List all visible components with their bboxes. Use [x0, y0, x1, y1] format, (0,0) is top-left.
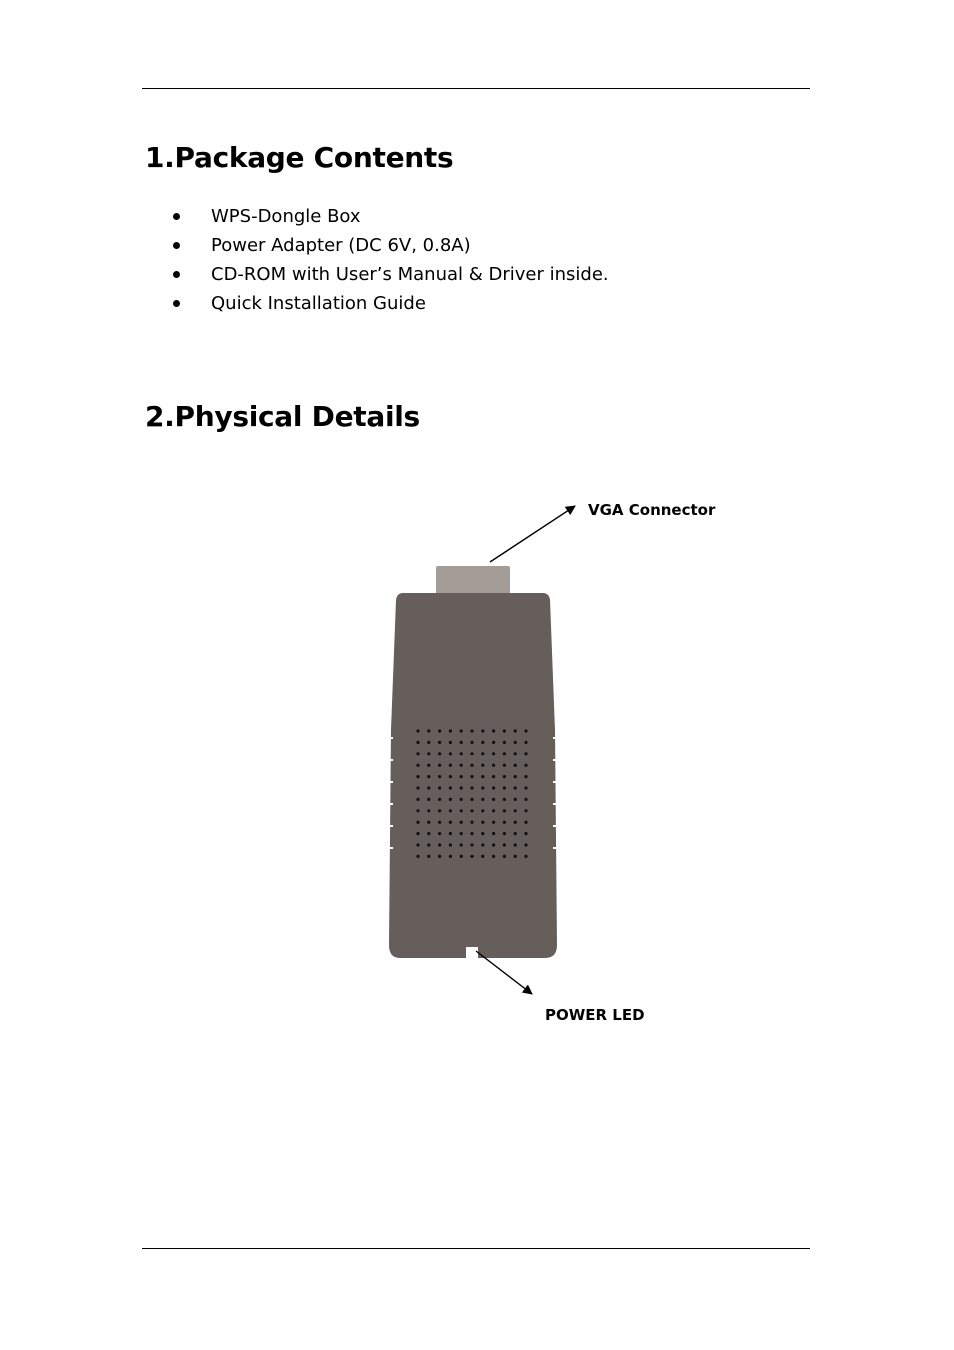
vent-hole [470, 821, 473, 824]
vent-hole [449, 775, 452, 778]
vent-hole [503, 752, 506, 755]
vent-hole [503, 729, 506, 732]
vent-hole [503, 855, 506, 858]
vent-hole [470, 843, 473, 846]
vent-hole [524, 786, 527, 789]
vent-hole [524, 821, 527, 824]
vent-hole [449, 855, 452, 858]
vent-hole [416, 809, 419, 812]
vent-hole [438, 786, 441, 789]
vent-hole [514, 752, 517, 755]
vent-hole [481, 843, 484, 846]
vent-hole [438, 798, 441, 801]
vent-hole [514, 775, 517, 778]
vent-hole [427, 809, 430, 812]
vent-hole [460, 798, 463, 801]
vent-hole [492, 832, 495, 835]
vent-hole [492, 741, 495, 744]
vent-hole [427, 821, 430, 824]
vent-hole [514, 821, 517, 824]
vent-hole [514, 843, 517, 846]
vent-hole [438, 752, 441, 755]
header-rule [142, 88, 810, 89]
vent-hole [460, 843, 463, 846]
vent-hole [524, 775, 527, 778]
vent-hole [449, 764, 452, 767]
vent-hole [416, 775, 419, 778]
vent-hole [449, 741, 452, 744]
vent-hole [460, 775, 463, 778]
vent-hole [503, 843, 506, 846]
vent-hole [503, 741, 506, 744]
vent-hole [427, 832, 430, 835]
vent-hole [438, 855, 441, 858]
vent-hole [449, 752, 452, 755]
vent-hole [492, 775, 495, 778]
vent-hole [460, 832, 463, 835]
vent-hole [524, 809, 527, 812]
vent-hole [514, 729, 517, 732]
vent-hole [524, 855, 527, 858]
vent-hole [470, 741, 473, 744]
vent-hole [470, 855, 473, 858]
vent-hole [460, 729, 463, 732]
vent-hole [481, 809, 484, 812]
vent-hole [460, 741, 463, 744]
vent-hole [481, 729, 484, 732]
vent-hole [416, 729, 419, 732]
vent-hole [460, 855, 463, 858]
vent-hole [460, 809, 463, 812]
vent-hole [524, 798, 527, 801]
vent-hole [503, 798, 506, 801]
vent-hole [492, 809, 495, 812]
vent-hole [449, 821, 452, 824]
vent-hole [460, 821, 463, 824]
vent-hole [427, 764, 430, 767]
vent-hole [438, 729, 441, 732]
vent-hole [492, 752, 495, 755]
vent-hole [514, 855, 517, 858]
bullet-icon [173, 300, 180, 307]
vent-hole [503, 764, 506, 767]
vent-hole [470, 786, 473, 789]
vent-hole [416, 855, 419, 858]
vent-hole [492, 764, 495, 767]
vent-hole [416, 741, 419, 744]
vent-hole [514, 809, 517, 812]
vent-hole [481, 775, 484, 778]
vent-hole [503, 821, 506, 824]
vent-hole [492, 843, 495, 846]
vent-hole [427, 752, 430, 755]
vent-hole [524, 741, 527, 744]
vent-hole [449, 843, 452, 846]
vent-hole [481, 798, 484, 801]
vent-hole [449, 729, 452, 732]
vent-hole [514, 764, 517, 767]
vent-hole [460, 764, 463, 767]
vent-hole [492, 855, 495, 858]
vent-hole [514, 741, 517, 744]
vent-hole [438, 832, 441, 835]
vent-hole [449, 786, 452, 789]
vent-hole [481, 752, 484, 755]
vent-hole [427, 786, 430, 789]
vent-hole [492, 798, 495, 801]
wps-dongle-illustration [380, 495, 740, 1005]
vent-hole [449, 798, 452, 801]
vent-hole [416, 798, 419, 801]
vent-hole [427, 775, 430, 778]
footer-rule [142, 1248, 810, 1249]
vent-hole [492, 786, 495, 789]
vent-hole [416, 764, 419, 767]
vent-hole [470, 832, 473, 835]
vent-hole [503, 786, 506, 789]
vent-hole [503, 832, 506, 835]
vent-hole [524, 764, 527, 767]
vga-arrow [490, 506, 575, 562]
vent-hole [460, 786, 463, 789]
vent-hole [438, 809, 441, 812]
vent-hole [416, 821, 419, 824]
vent-hole [438, 764, 441, 767]
vent-hole [416, 843, 419, 846]
bullet-icon [173, 213, 180, 220]
vent-hole [427, 798, 430, 801]
vent-hole [449, 809, 452, 812]
vent-hole [492, 821, 495, 824]
vent-hole [438, 843, 441, 846]
vent-hole [524, 843, 527, 846]
vent-hole [481, 855, 484, 858]
power-led-label: POWER LED [545, 1006, 645, 1024]
vent-hole [492, 729, 495, 732]
vent-hole [524, 729, 527, 732]
vent-hole [438, 741, 441, 744]
bullet-icon [173, 242, 180, 249]
vent-hole [427, 843, 430, 846]
vent-hole [427, 729, 430, 732]
vent-hole [481, 821, 484, 824]
vga-connector-label: VGA Connector [588, 501, 716, 519]
vent-hole [449, 832, 452, 835]
vent-hole [481, 741, 484, 744]
section-title-physical-details: 2.Physical Details [145, 400, 420, 433]
vent-hole [524, 832, 527, 835]
vent-hole [460, 752, 463, 755]
vent-hole [470, 809, 473, 812]
vent-hole [481, 786, 484, 789]
vent-hole [524, 752, 527, 755]
vent-hole [481, 832, 484, 835]
vga-connector [436, 566, 510, 596]
section-title-package-contents: 1.Package Contents [145, 141, 454, 174]
vent-hole [514, 786, 517, 789]
vent-hole [416, 786, 419, 789]
vent-hole [514, 798, 517, 801]
vent-hole [470, 752, 473, 755]
bullet-icon [173, 271, 180, 278]
vent-hole [514, 832, 517, 835]
vent-hole [427, 741, 430, 744]
vent-hole [438, 775, 441, 778]
vent-hole [503, 775, 506, 778]
vent-hole [438, 821, 441, 824]
vent-hole [503, 809, 506, 812]
vent-hole [427, 855, 430, 858]
vent-hole [470, 775, 473, 778]
vent-hole [470, 798, 473, 801]
vent-hole [481, 764, 484, 767]
vent-hole [470, 764, 473, 767]
vent-hole [416, 752, 419, 755]
vent-hole [470, 729, 473, 732]
vent-hole [416, 832, 419, 835]
